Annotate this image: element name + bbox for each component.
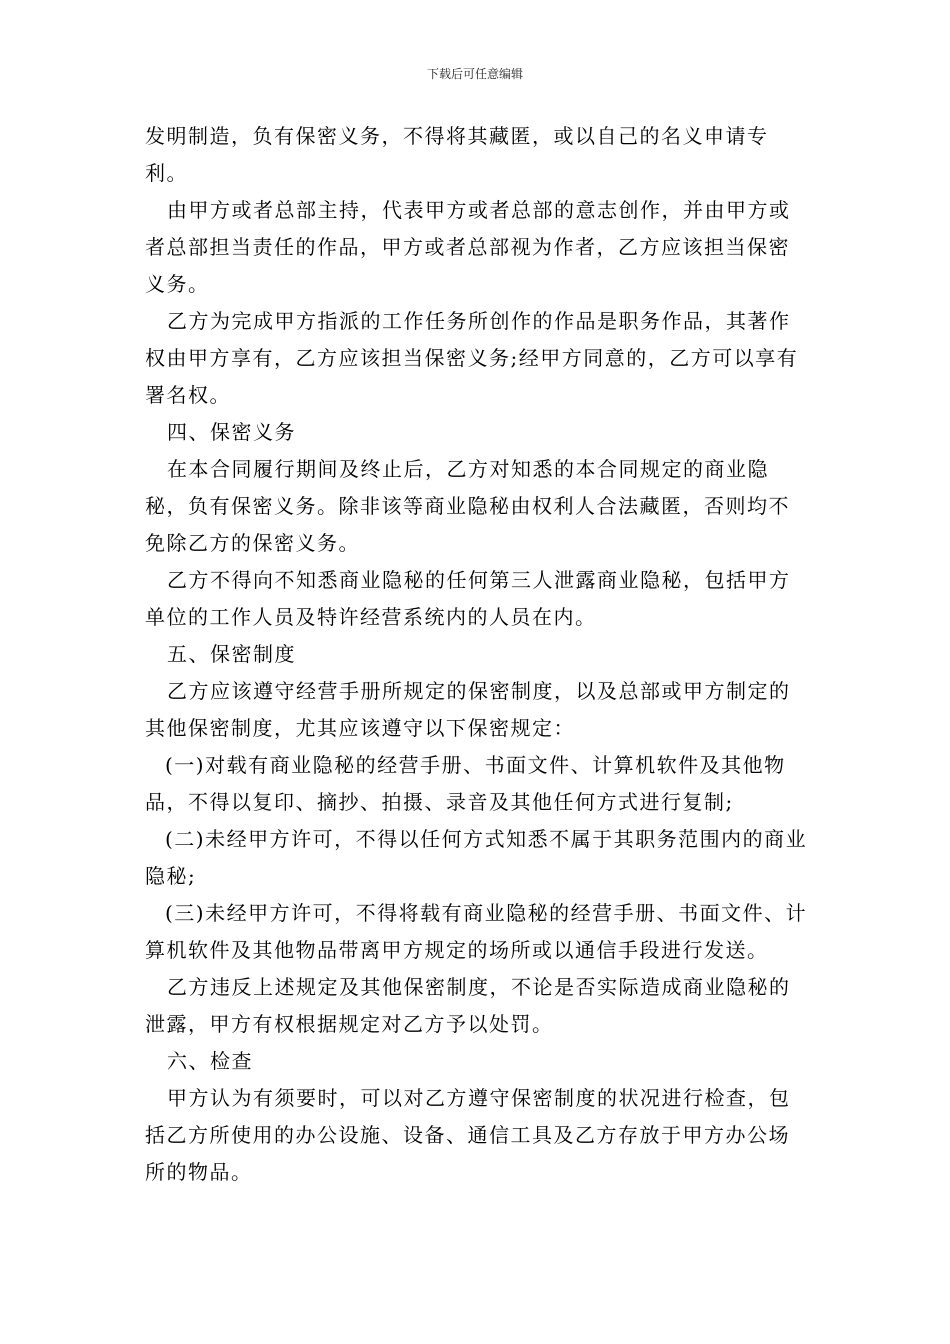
list-item-2: (二)未经甲方许可，不得以任何方式知悉不属于其职务范围内的商业隐秘;	[145, 827, 808, 888]
list-item-1: (一)对载有商业隐秘的经营手册、书面文件、计算机软件及其他物品，不得以复印、摘抄、拍摄、录音及其他任何方式进行复制;	[145, 753, 786, 814]
document-body	[145, 118, 810, 1191]
paragraph-14: 甲方认为有须要时，可以对乙方遵守保密制度的状况进行检查，包括乙方所使用的办公设施、设备、通信工具及乙方存放于甲方办公场所的物品。	[145, 1086, 791, 1184]
paragraph-8: 乙方应该遵守经营手册所规定的保密制度，以及总部或甲方制定的其他保密制度，尤其应该遵守以下保密规定：	[145, 679, 791, 740]
section-heading-4: 四、保密义务	[167, 420, 296, 444]
section-heading-5: 五、保密制度	[167, 642, 296, 666]
paragraph-3: 乙方为完成甲方指派的工作任务所创作的作品是职务作品，其著作权由甲方享有，乙方应该担当保密义务;经甲方同意的，乙方可以享有署名权。	[145, 309, 799, 407]
paragraph-6: 乙方不得向不知悉商业隐秘的任何第三人泄露商业隐秘，包括甲方单位的工作人员及特许经营系统内的人员在内。	[145, 568, 791, 629]
section-heading-6: 六、检查	[167, 1049, 253, 1073]
paragraph-1: 发明制造，负有保密义务，不得将其藏匿，或以自己的名义申请专利。	[145, 124, 769, 185]
paragraph-5: 在本合同履行期间及终止后，乙方对知悉的本合同规定的商业隐秘，负有保密义务。除非该等商业隐秘由权利人合法藏匿，否则均不免除乙方的保密义务。	[145, 457, 790, 555]
page-header: 下载后可任意编辑	[426, 67, 523, 81]
paragraph-12: 乙方违反上述规定及其他保密制度，不论是否实际造成商业隐秘的泄露，甲方有权根据规定对乙方予以处罚。	[145, 975, 791, 1036]
list-item-3: (三)未经甲方许可，不得将载有商业隐秘的经营手册、书面文件、计算机软件及其他物品带离甲方规定的场所或以通信手段进行发送。	[145, 901, 808, 962]
paragraph-2: 由甲方或者总部主持，代表甲方或者总部的意志创作，并由甲方或者总部担当责任的作品，甲方或者总部视为作者，乙方应该担当保密义务。	[145, 198, 791, 296]
